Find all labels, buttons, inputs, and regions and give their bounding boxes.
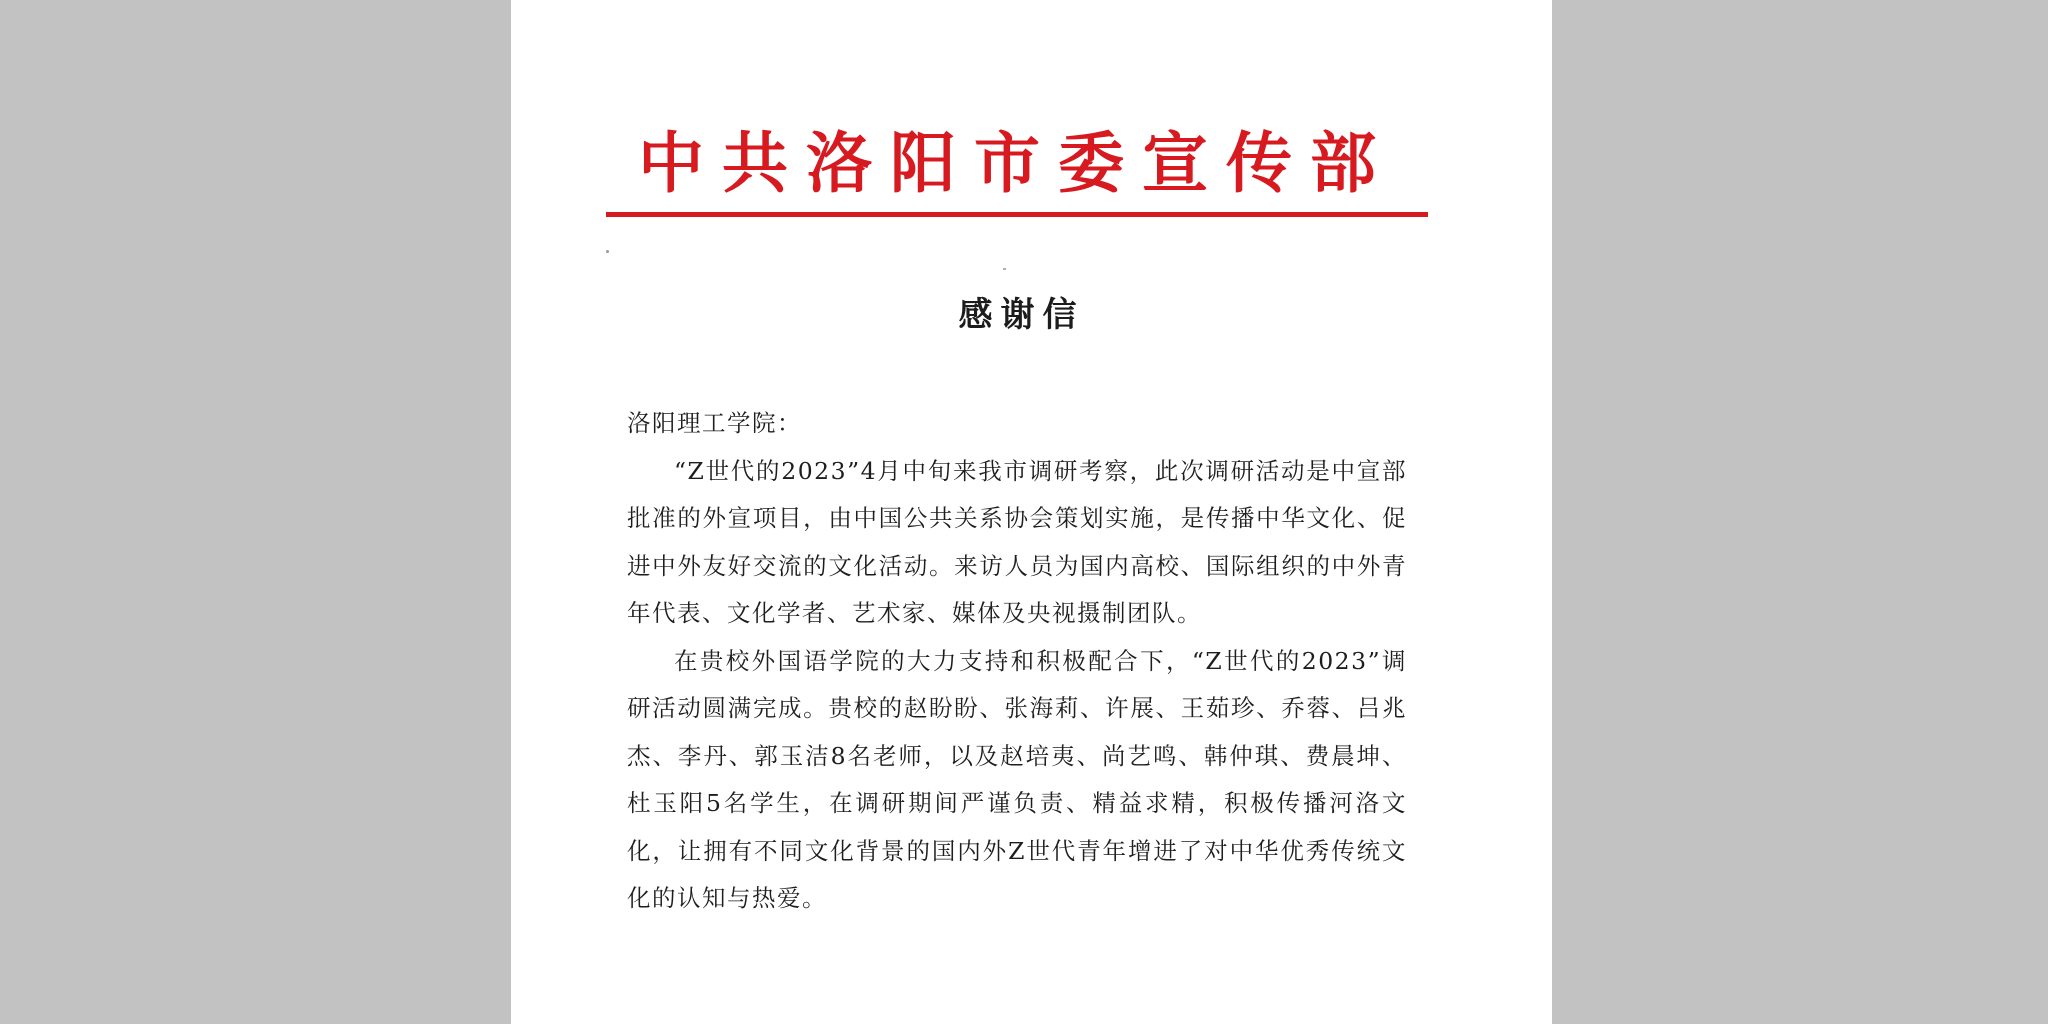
letter-salutation: 洛阳理工学院： [627, 409, 802, 437]
letterhead-title: 中共洛阳市委宣传部 [638, 124, 1394, 202]
letter-paragraph-1: “Z世代的2023”4月中旬来我市调研考察，此次调研活动是中宣部批准的外宣项目，由中国公共关系协会策划实施，是传播中华文化、促进中外友好交流的文化活动。来访人员为国内高校、国际组织的中外青年代表、文化学者、艺术家、媒体及央视摄制团队。 [627, 456, 1407, 627]
scan-speck [606, 250, 609, 253]
letter-paragraph-2: 在贵校外国语学院的大力支持和积极配合下，“Z世代的2023”调研活动圆满完成。贵校的赵盼盼、张海莉、许展、王茹珍、乔蓉、吕兆杰、李丹、郭玉洁8名老师，以及赵培夷、尚艺鸣、韩仲琪、费晨坤、杜玉阳5名学生，在调研期间严谨负责、精益求精，积极传播河洛文化，让拥有不同文化背景的国内外Z世代青年增进了对中华优秀传统文化的认知与热爱。 [627, 646, 1407, 912]
letterhead-red-rule [606, 212, 1428, 217]
letter-body [627, 400, 1407, 923]
scan-speck [1003, 268, 1006, 270]
document-page [511, 0, 1552, 1024]
letter-title: 感谢信 [958, 295, 1085, 335]
